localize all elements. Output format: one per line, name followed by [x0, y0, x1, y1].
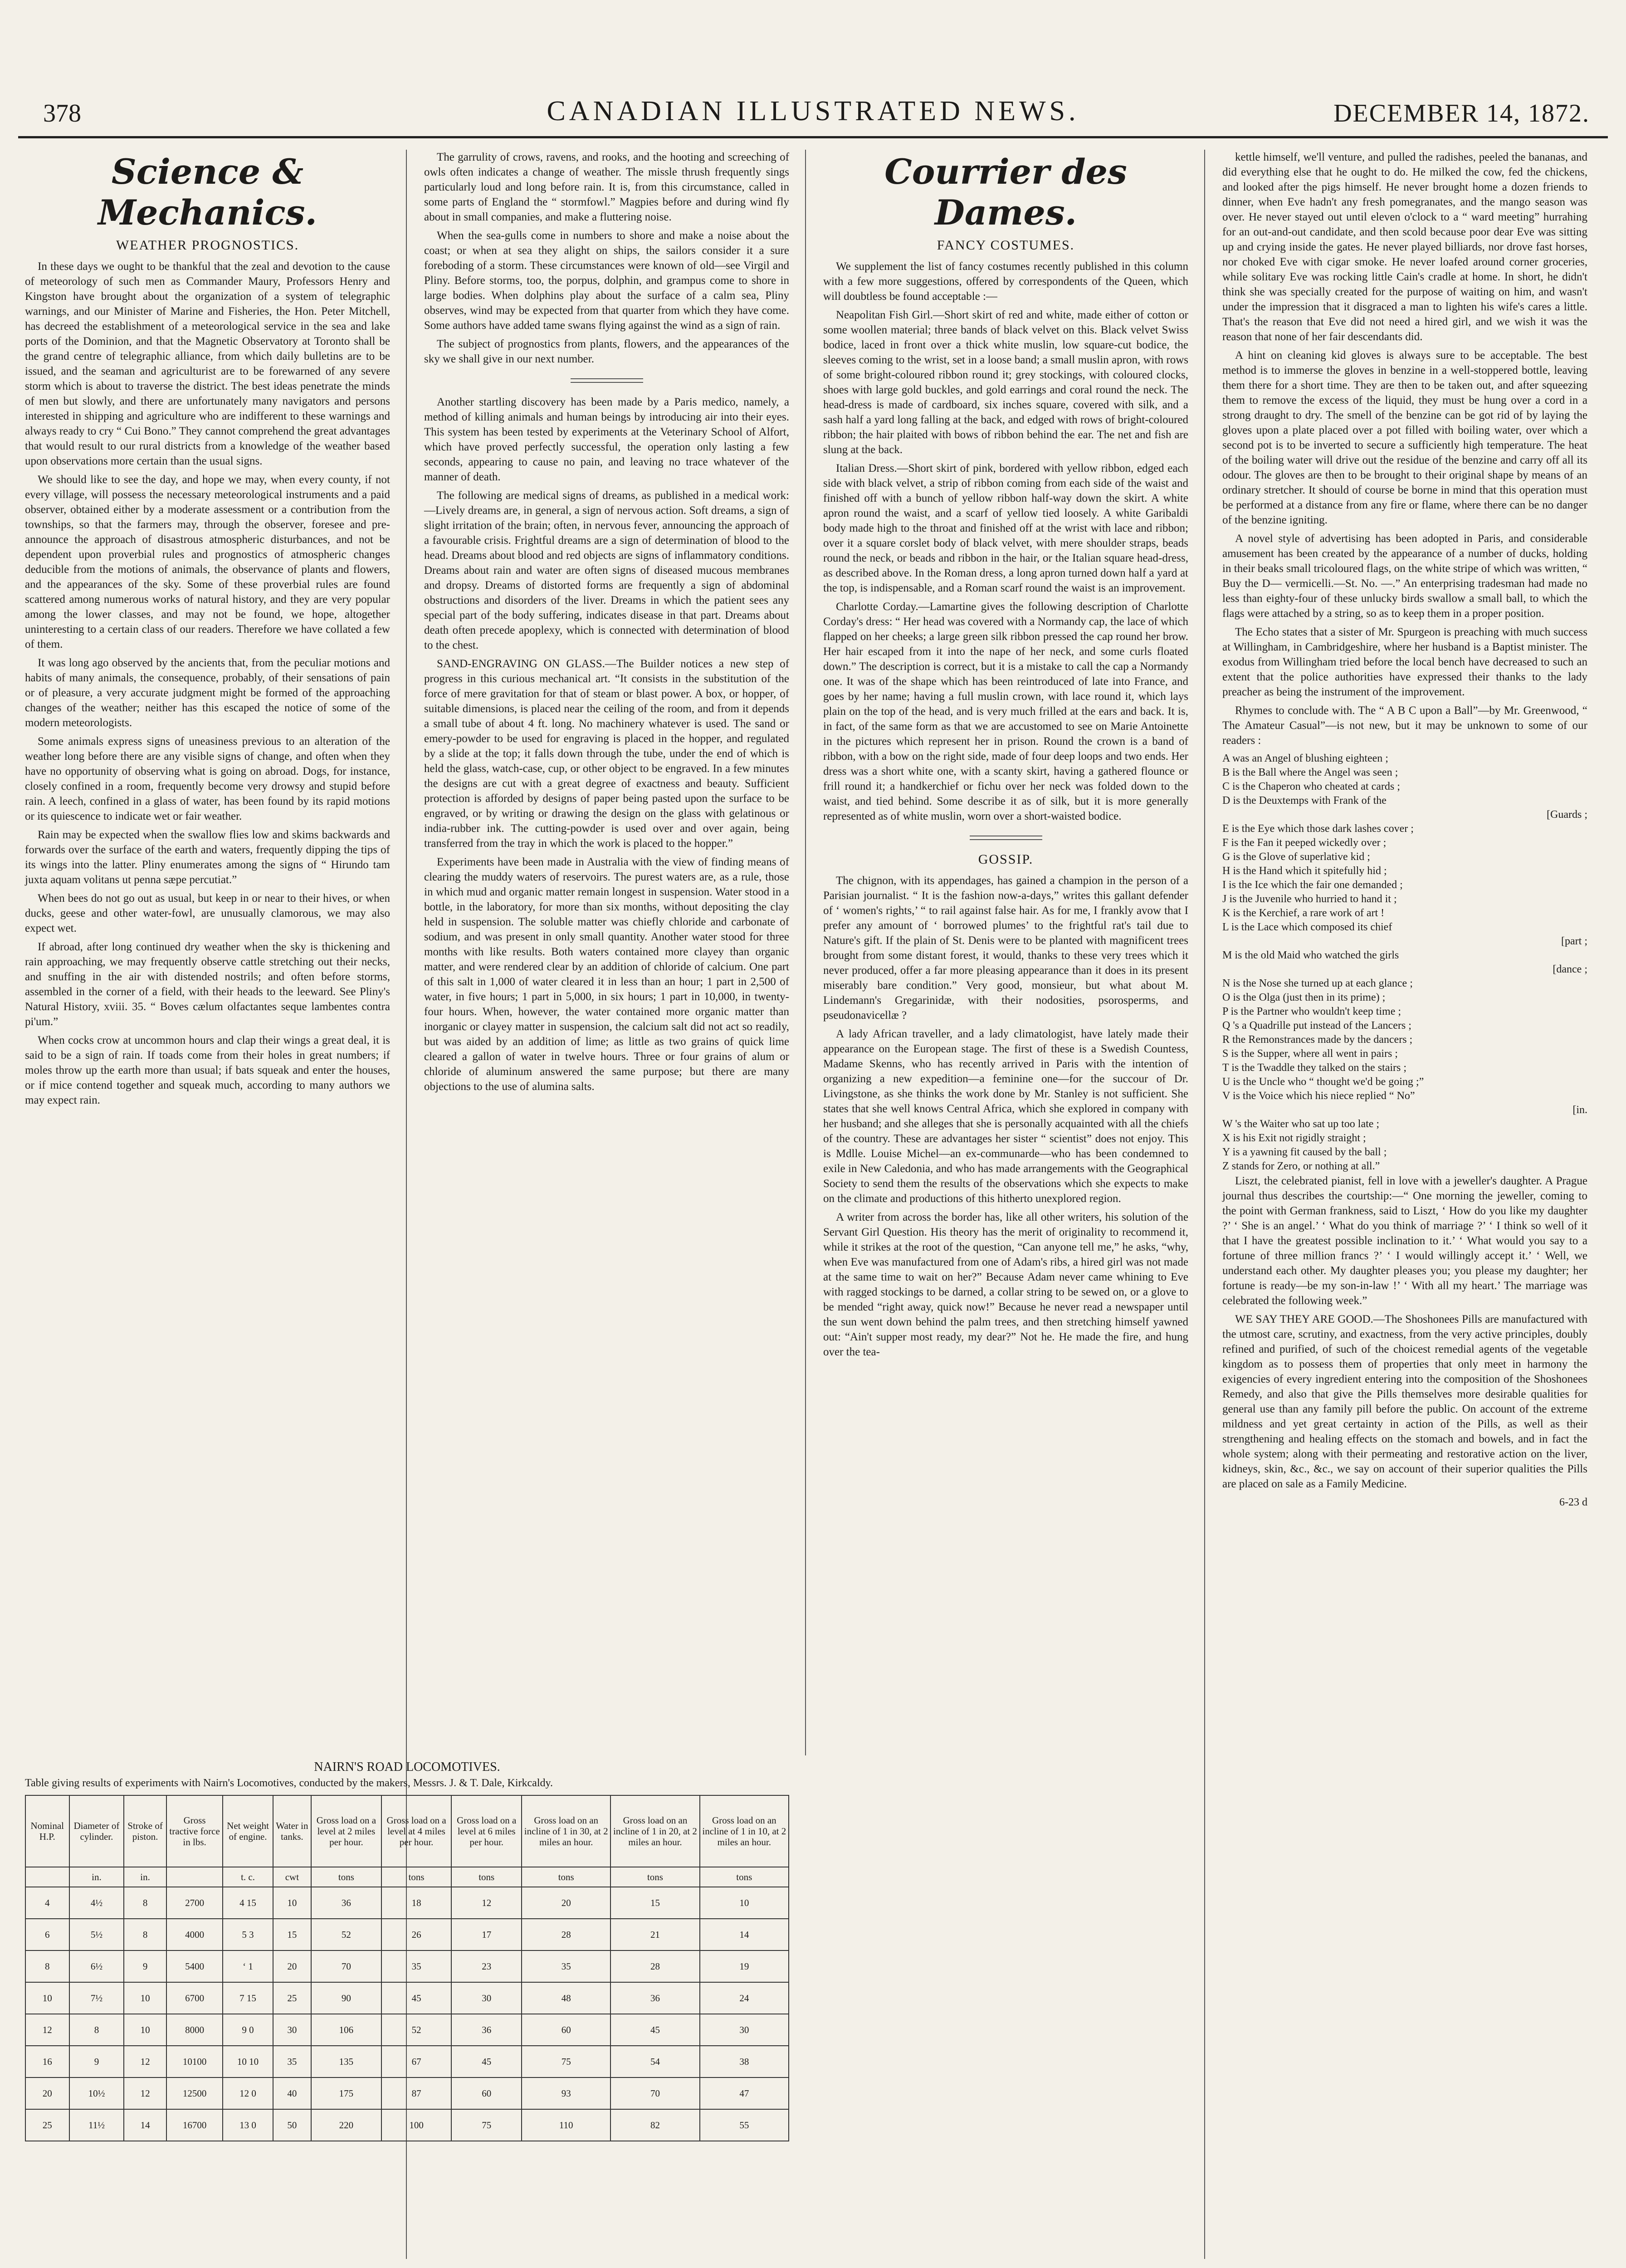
table-cell: 20: [25, 2077, 69, 2109]
paragraph: Experiments have been made in Australia with the view of finding means of clearing the muddy waters of reservoirs. The purest waters are, as a rule, those in which mud and organic matter remain longest in suspension. Water stood in a bottle, in the laboratory, for more than six months, without depositing the clay held in suspension. The soluble matter was chiefly chloride and carbonate of sodium, and was present in only small quantity. Another water stood for three months with like results. Both waters contained more clayey than organic matter, and were rendered clear by an addition of chloride of calcium. One part of this salt in 1,000 of water cleared it in less than an hour; 1 part in 2,500 of water, in five hours; 1 part in 5,000, in six hours; 1 part in 10,000, in twenty-four hours. When, however, the water contained more organic matter than inorganic or clayey matter in suspension, the calcium salt did not act so readily, but was aided by an addition of lime; as little as two grains of quick lime cleared a gallon of water in twelve hours. Three or four grains of alum or chloride of aluminum answered the same purpose; but there are many objections to the use of alumina salts.: [424, 856, 789, 1093]
rhyme-line: [dance ;: [1553, 963, 1587, 975]
rhyme-line: L is the Lace which composed its chief: [1222, 921, 1392, 933]
table-cell: 23: [451, 1950, 522, 1982]
column-header: Nominal H.P.: [25, 1795, 69, 1867]
table-cell: 48: [522, 1982, 610, 2014]
table-cell: 12 0: [223, 2077, 273, 2109]
table-cell: 10: [25, 1982, 69, 2014]
paragraph: The subject of prognostics from plants, flowers, and the appearances of the sky we shall give in our next number.: [424, 338, 789, 365]
page-header: [18, 82, 1608, 138]
table-cell: 75: [451, 2109, 522, 2141]
locomotive-table: [25, 1795, 789, 2141]
table-cell: 25: [25, 2109, 69, 2141]
table-cell: 30: [273, 2014, 311, 2046]
rhyme-line: M is the old Maid who watched the girls: [1222, 949, 1399, 961]
table-cell: 25: [273, 1982, 311, 2014]
rhyme-line: D is the Deuxtemps with Frank of the: [1222, 795, 1387, 807]
rhyme-line: Q 's a Quadrille put instead of the Lancers ;: [1222, 1020, 1411, 1031]
table-cell: 10: [273, 1887, 311, 1919]
rhyme-line: V is the Voice which his niece replied “ No”: [1222, 1090, 1415, 1102]
table-cell: 12: [124, 2077, 166, 2109]
rhyme-line: C is the Chaperon who cheated at cards ;: [1222, 781, 1400, 792]
unit-cell: tons: [311, 1867, 381, 1887]
paragraph: A writer from across the border has, like all other writers, his solution of the Servant Girl Question. His theory has the merit of originality to recommend it, while it strikes at the root of the question, “Can anyone tell me,” he asks, “why, when Eve was manufactured from one of Adam's ribs, a hired girl was not made at the same time to wait on her?” Because Adam never came whining to Eve with ragged stockings to be darned, a collar string to be sewed on, or a glove to be mended “right away, quick now!” Because he never read a newspaper until the sun went down behind the palm trees, and then stretching himself yawned out: “Ain't supper most ready, my dear?” Not he. He made the fire, and hung over the tea-: [823, 1211, 1188, 1358]
table-cell: 12: [451, 1887, 522, 1919]
unit-cell: [25, 1867, 69, 1887]
table-cell: 5400: [166, 1950, 223, 1982]
table-cell: 15: [273, 1919, 311, 1950]
issue-date: DECEMBER 14, 1872.: [1333, 99, 1590, 127]
rhyme-line: A was an Angel of blushing eighteen ;: [1222, 753, 1388, 764]
table-cell: 8: [124, 1887, 166, 1919]
rhyme-line: E is the Eye which those dark lashes cover ;: [1222, 823, 1414, 835]
table-cell: 54: [610, 2046, 699, 2077]
rhyme-line: Z stands for Zero, or nothing at all.”: [1222, 1160, 1380, 1172]
table-row: [25, 1982, 789, 2014]
rhyme-line: R the Remonstrances made by the dancers ;: [1222, 1034, 1413, 1046]
column-science: [25, 150, 390, 1111]
table-cell: 28: [522, 1919, 610, 1950]
table-cell: 40: [273, 2077, 311, 2109]
table-cell: 10 10: [223, 2046, 273, 2077]
table-cell: 36: [311, 1887, 381, 1919]
paragraph: A novel style of advertising has been adopted in Paris, and considerable amusement has been created by the appearance of a number of ducks, holding in their beaks small tricoloured flags, on the white stripe of which was written, “ Buy the D— vermicelli.—St. No. —.” An enterprising tradesman had made no less than eighty-four of these unlucky birds swallow a small ball, to which the flags were attached by a string, so as to keep them in a proper position.: [1222, 533, 1587, 620]
table-cell: 10100: [166, 2046, 223, 2077]
table-cell: 60: [451, 2077, 522, 2109]
table-cell: 5½: [69, 1919, 124, 1950]
rhyme-line: X is his Exit not rigidly straight ;: [1222, 1132, 1366, 1144]
table-cell: 45: [381, 1982, 452, 2014]
table-cell: 135: [311, 2046, 381, 2077]
department-heading: Courrier des Dames.: [884, 152, 1127, 233]
column-header: Gross load on an incline of 1 in 30, at 2 miles an hour.: [522, 1795, 610, 1867]
rhyme-line: N is the Nose she turned up at each glance ;: [1222, 978, 1413, 989]
table-cell: 45: [610, 2014, 699, 2046]
paragraph: When bees do not go out as usual, but keep in or near to their hives, or when ducks, geese and other water-fowl, are unusually clamorous, we may also expect wet.: [25, 892, 390, 934]
rhyme-line: B is the Ball where the Angel was seen ;: [1222, 767, 1398, 778]
table-cell: 11½: [69, 2109, 124, 2141]
unit-cell: cwt: [273, 1867, 311, 1887]
table-cell: 8: [69, 2014, 124, 2046]
table-cell: 50: [273, 2109, 311, 2141]
paragraph: Liszt, the celebrated pianist, fell in love with a jeweller's daughter. A Prague journal thus describes the courtship:—“ One morning the jeweller, coming to the point with German frankness, said to Liszt, ‘ How do you like my daughter ?’ ‘ She is an angel.’ ‘ What do you think of marriage ?’ ‘ I think so well of it that I have the greatest possible inclination to it.’ ‘ What would you say to a fortune of three million francs ?’ ‘ I would willingly accept it.’ ‘ Well, we understand each other. My daughter pleases you; you please my daughter; her fortune is ready—be my son-in-law !’ ‘ With all my heart.’ The marriage was celebrated the following week.”: [1222, 1175, 1587, 1307]
paragraph: Some animals express signs of uneasiness previous to an alteration of the weather long before there are any visible signs of change, and often when they have no opportunity of observing what is going on abroad. Dogs, for instance, closely confined in a room, frequently become very drowsy and stupid before rain. A leech, confined in a glass of water, has been found by its rapid motions or its quiescence to indicate wet or fair weather.: [25, 735, 390, 822]
paragraph: Neapolitan Fish Girl.—Short skirt of red and white, made either of cotton or some woollen material; three bands of black velvet on this. Black velvet Swiss bodice, laced in front over a thick white muslin, low square-cut bodice, the sleeves coming to the wrist, set in a loose band; a small muslin apron, with rows of some bright-coloured ribbon round it; grey stockings, with coloured clocks, shoes with large gold buckles, and gold earrings and coral round the neck. The head-dress is made of cardboard, six inches square, covered with silk, and a sash half a yard long falling at the back, and edged with rows of bright-coloured ribbon; the hair plaited with bows of ribbon behind the ear. The net and fish are slung at the back.: [823, 309, 1188, 456]
department-heading: Science & Mechanics.: [98, 152, 317, 233]
table-cell: 82: [610, 2109, 699, 2141]
paragraph: Charlotte Corday.—Lamartine gives the following description of Charlotte Corday's dress: “ Her head was covered with a Normandy cap, the lace of which flapped on her cheeks; a large green silk ribbon pressed the cap round her brow. Her hair escaped from it into the nape of her neck, and some curls floated down.” The description is correct, but it is a mistake to call the cap a Normandy one. It was of the shape which has been reintroduced of late into France, and goes by her name; having a full muslin crown, with lace round it, which lays plain on the top of the head, and is very much frilled at the ears and back. It is, in fact, of the same form as that we are accustomed to see on Marie Antoinette in the pictures which represent her in prison. Round the crown is a band of ribbon, with a bow on the right side, made of four deep loops and two ends. Her dress was a short white one, with a scanty skirt, having a gathered flounce or frill round it; a handkerchief or fichu over her neck was folded down to the waist, and tied behind. Some describe it as of silk, but it is more generally represented as of white muslin, worn over a short-waisted bodice.: [823, 601, 1188, 822]
paragraph: If abroad, after long continued dry weather when the sky is thickening and rain approaching, we may frequently observe cattle stretching out their necks, and snuffing in the air with distended nostrils; and often before storms, assembled in the corner of a field, with their heads to the leeward. See Pliny's Natural History, xviii. 35. “ Boves cælum olfactantes seque lambentes contra pi'um.”: [25, 941, 390, 1028]
paragraph: When the sea-gulls come in numbers to shore and make a noise about the coast; or when at sea they alight on ships, the sailors consider it a sure foreboding of a storm. These circumstances were known of old—see Virgil and Pliny. Before storms, too, the porpus, dolphin, and grampus come to shore in large bodies. When dolphins play about the surface of a calm sea, Pliny observes, wind may be expected from that quarter from which they have come. Some authors have added tame swans flying against the wind as a sign of rain.: [424, 230, 789, 332]
table-cell: 2700: [166, 1887, 223, 1919]
rhyme-line: [part ;: [1561, 935, 1587, 947]
unit-cell: [166, 1867, 223, 1887]
masthead: CANADIAN ILLUSTRATED NEWS.: [547, 96, 1079, 127]
paragraph: The Echo states that a sister of Mr. Spurgeon is preaching with much success at Willingham, in Cambridgeshire, where her husband is a Baptist minister. The exodus from Willingham tried before the local bench have decreased to such an extent that the police authorities have expressed their thanks to the lady preacher as being the instrument of the improvement.: [1222, 626, 1587, 698]
table-cell: 20: [273, 1950, 311, 1982]
paragraph: The chignon, with its appendages, has gained a champion in the person of a Parisian journalist. “ It is the fashion now-a-days,” writes this gallant defender of ‘ women's rights,’ “ to rail against false hair. As for me, I frankly avow that I prefer any amount of ‘ borrowed plumes’ to the frightful rat's tail due to Nature's gift. If the plain of St. Denis were to be planted with magnificent trees brought from some distant forest, it would, thanks to these very trees which it never produced, offer a far more pleasing appearance than it does in its present miserably bare condition.” Very good, monsieur, but what about M. Lindemann's Gregarinidæ, with their nodosities, psorosperms, and pseudonavicellæ ?: [823, 875, 1188, 1022]
paragraph: kettle himself, we'll venture, and pulled the radishes, peeled the bananas, and did everything else that he ought to do. He milked the cow, fed the chickens, and looked after the pigs himself. He never brought home a dozen friends to dinner, when Eve hadn't any fresh pomegranates, and the mango season was over. He never stayed out until eleven o'clock to a “ ward meeting” hurrahing for an out-and-out candidate, and then scold because poor dear Eve was sitting up and crying inside the gates. He never played billiards, nor drove fast horses, nor choked Eve with cigar smoke. He never loafed around corner groceries, while solitary Eve was rocking little Cain's cradle at home. In short, he didn't think she was specially created for the purpose of waiting on him, and wasn't under the impression that it disgraced a man to lighten his wife's cares a little. That's the reason that Eve did not need a hired girl, and we wish it was the reason that none of her fair descendants did.: [1222, 151, 1587, 343]
rhyme-line: G is the Glove of superlative kid ;: [1222, 851, 1370, 863]
column-header: Water in tanks.: [273, 1795, 311, 1867]
table-cell: 70: [311, 1950, 381, 1982]
table-cell: 14: [700, 1919, 789, 1950]
table-cell: 45: [451, 2046, 522, 2077]
table-row: [25, 1887, 789, 1919]
column-header: Diameter of cylinder.: [69, 1795, 124, 1867]
table-cell: 12500: [166, 2077, 223, 2109]
paragraph: In these days we ought to be thankful that the zeal and devotion to the cause of meteorology of such men as Commander Maury, Professors Henry and Kingston have brought about the organization of a system of telegraphic warnings, and our Minister of Marine and Fisheries, the Hon. Peter Mitchell, has decreed the establishment of a meteorological service in the sea and lake ports of the Dominion, and that the Magnetic Observatory at Toronto shall be the grand centre of telegraphic alliance, from which daily bulletins are to be issued, and the seaman and agriculturist are to be forewarned of any severe storm which is about to traverse the district. The best ideas penetrate the minds of men but slowly, and there are unfortunately many navigators and persons interested in shipping and agriculture who are indifferent to these warnings and always ready to cry “ Cui Bono.” They cannot comprehend the great advantages that would result to our rural districts from a knowledge of the weather based upon observations more certain than the usual signs.: [25, 260, 390, 467]
column-header: Stroke of piston.: [124, 1795, 166, 1867]
table-cell: 38: [700, 2046, 789, 2077]
table-header-row: [25, 1795, 789, 1867]
paragraph: We supplement the list of fancy costumes recently published in this column with a few more suggestions, offered by correspondents of the Queen, which will doubtless be found acceptable :—: [823, 260, 1188, 303]
table-cell: 12: [25, 2014, 69, 2046]
rhyme-line: Y is a yawning fit caused by the ball ;: [1222, 1146, 1387, 1158]
table-title: NAIRN'S ROAD LOCOMOTIVES.: [314, 1760, 500, 1774]
paragraph: WE SAY THEY ARE GOOD.—The Shoshonees Pills are manufactured with the utmost care, scrutiny, and exactness, from the very active principles, doubly refined and purified, of such of the choicest remedial agents of the vegetable kingdom as to possess them of properties that only meet in harmony the exigencies of every ingredient entering into the composition of the Shoshonees Remedy, and also that give the Pills themselves more desirable qualities for general use than any family pill before the public. On account of the extreme mildness and yet great certainty in action of the Pills, as well as their strengthening and healing effects on the stomach and bowels, and in fact the whole system; along with their permeating and restorative action on the liver, kidneys, skin, &c., &c., we say on account of their superior qualities the Pills are placed on sale as a Family Medicine.: [1222, 1313, 1587, 1490]
table-cell: 35: [273, 2046, 311, 2077]
table-cell: 175: [311, 2077, 381, 2109]
table-cell: 7½: [69, 1982, 124, 2014]
column-courrier: [823, 150, 1188, 1363]
table-cell: 9: [69, 2046, 124, 2077]
paragraph: We should like to see the day, and hope we may, when every county, if not every village, will possess the necessary meteorological instruments and a paid observer, obtained either by a moderate assessment or a contribution from the townships, so that the farmers may, through the observer, foresee and pre-announce the approach of disastrous atmospheric disturbances, and not be dependent upon proverbial rules and prognostics of atmospheric changes deducible from the motions of animals, the observance of plants and flowers, and the appearances of the sky. Some of these proverbial rules are found scattered among numerous works of natural history, and they are very popular among the lower classes, and may not be found, we hope, altogether uninteresting to a certain class of our readers. Therefore we have collated a few of them.: [25, 474, 390, 650]
table-cell: 100: [381, 2109, 452, 2141]
column-header: Gross load on a level at 6 miles per hour.: [451, 1795, 522, 1867]
table-cell: 47: [700, 2077, 789, 2109]
paragraph: A hint on cleaning kid gloves is always sure to be acceptable. The best method is to immerse the gloves in benzine in a well-stoppered bottle, leaving them there for a short time. They are then to be taken out, and after squeezing them to remove the excess of the liquid, they must be hung over a cord in a strong draught to dry. The smell of the benzine can be got rid of by laying the gloves upon a plate placed over a pot filled with boiling water, over which a second pot is to be inverted to secure a sufficiently high temperature. The heat of the boiling water will drive out the residue of the benzine and carry off all its odour. The gloves are then to be brought to their original shape by means of an ordinary stretcher. It should of course be borne in mind that this operation must be performed at a distance from any fire or flame, where there can be no danger of the benzine igniting.: [1222, 349, 1587, 526]
table-cell: 18: [381, 1887, 452, 1919]
table-cell: 87: [381, 2077, 452, 2109]
table-cell: 6: [25, 1919, 69, 1950]
table-row: [25, 1919, 789, 1950]
table-cell: 10½: [69, 2077, 124, 2109]
locomotive-table-section: [25, 1760, 789, 2141]
table-row: [25, 1950, 789, 1982]
paragraph: When cocks crow at uncommon hours and clap their wings a great deal, it is said to be a sign of rain. If toads come from their holes in great numbers; if moles throw up the earth more than usual; if bats squeak and enter the houses, or if mice contend together and squeak much, according to many authors we may expect rain.: [25, 1034, 390, 1106]
column-science-continued: [424, 150, 789, 1098]
table-cell: 8000: [166, 2014, 223, 2046]
table-caption: Table giving results of experiments with Nairn's Locomotives, conducted by the makers, Messrs. J. & T. Dale, Kirkcaldy.: [25, 1777, 553, 1789]
table-body: [25, 1867, 789, 2141]
table-cell: 12: [124, 2046, 166, 2077]
table-cell: 8: [124, 1919, 166, 1950]
table-cell: 28: [610, 1950, 699, 1982]
table-cell: 220: [311, 2109, 381, 2141]
rhyme-line: P is the Partner who wouldn't keep time ;: [1222, 1006, 1401, 1017]
table-cell: 10: [700, 1887, 789, 1919]
paragraph: Rain may be expected when the swallow flies low and skims backwards and forwards over the surface of the earth and waters, frequently dipping the tips of its wings into the latter. Pliny enumerates among the signs of “ Hirundo tam juxta aquam volitans ut penna sæpe percutiat.”: [25, 829, 390, 886]
rhyme-line: F is the Fan it peeped wickedly over ;: [1222, 837, 1387, 849]
advert-code: 6-23 d: [1559, 1496, 1587, 1508]
table-cell: 20: [522, 1887, 610, 1919]
table-cell: 52: [381, 2014, 452, 2046]
table-cell: 14: [124, 2109, 166, 2141]
table-cell: 9: [124, 1950, 166, 1982]
unit-cell: in.: [69, 1867, 124, 1887]
table-cell: 106: [311, 2014, 381, 2046]
gossip-title: GOSSIP.: [978, 852, 1034, 867]
table-row: [25, 2046, 789, 2077]
unit-cell: t. c.: [223, 1867, 273, 1887]
table-cell: 8: [25, 1950, 69, 1982]
column-rule: [805, 150, 806, 1755]
unit-cell: tons: [610, 1867, 699, 1887]
column-header: Net weight of engine.: [223, 1795, 273, 1867]
table-cell: 16: [25, 2046, 69, 2077]
rhyme-list: [1222, 752, 1587, 1173]
paragraph: Rhymes to conclude with. The “ A B C upon a Ball”—by Mr. Greenwood, “ The Amateur Casual”—is not new, but it may be unknown to some of our readers :: [1222, 704, 1587, 747]
rhyme-line: S is the Supper, where all went in pairs ;: [1222, 1048, 1398, 1060]
table-cell: 30: [451, 1982, 522, 2014]
table-cell: 17: [451, 1919, 522, 1950]
table-cell: 4000: [166, 1919, 223, 1950]
unit-cell: tons: [700, 1867, 789, 1887]
section-divider: [970, 836, 1042, 840]
table-cell: 52: [311, 1919, 381, 1950]
table-cell: 10: [124, 1982, 166, 2014]
table-cell: 90: [311, 1982, 381, 2014]
table-cell: 6½: [69, 1950, 124, 1982]
rhyme-line: J is the Juvenile who hurried to hand it ;: [1222, 893, 1397, 905]
table-cell: 5 3: [223, 1919, 273, 1950]
rhyme-line: H is the Hand which it spitefully hid ;: [1222, 865, 1387, 877]
units-row: [25, 1867, 789, 1887]
rhyme-line: [in.: [1572, 1104, 1587, 1116]
table-cell: 93: [522, 2077, 610, 2109]
table-cell: 4: [25, 1887, 69, 1919]
column-header: Gross tractive force in lbs.: [166, 1795, 223, 1867]
table-cell: 35: [522, 1950, 610, 1982]
table-cell: 9 0: [223, 2014, 273, 2046]
unit-cell: tons: [451, 1867, 522, 1887]
column-header: Gross load on an incline of 1 in 20, at 2 miles an hour.: [610, 1795, 699, 1867]
table-cell: 16700: [166, 2109, 223, 2141]
paragraph: The garrulity of crows, ravens, and rooks, and the hooting and screeching of owls often indicates a change of weather. The missle thrush frequently sings particularly loud and long before rain. It is, from this circumstance, called in some parts of England the “ stormfowl.” Magpies before and during wind fly about in small companies, and make a fluttering noise.: [424, 151, 789, 223]
table-cell: 75: [522, 2046, 610, 2077]
table-cell: 24: [700, 1982, 789, 2014]
table-cell: 30: [700, 2014, 789, 2046]
table-cell: 26: [381, 1919, 452, 1950]
paragraph: Italian Dress.—Short skirt of pink, bordered with yellow ribbon, edged each side with black velvet, a strip of ribbon coming from each side of the waist and finished off with a bunch of yellow ribbon half-way down the skirt. A white apron round the waist, and a scarf of yellow tied loosely. A white Garibaldi body made high to the throat and finished off at the wrist with lace and ribbon; over it a square corslet body of black velvet, with mere shoulder straps, beads round the neck, or beads and ribbon in the hair, or the Italian square head-dress, as described above. In the Roman dress, a long apron turned down half a yard at the top, is indispensable, and a Roman scarf round the waist is an improvement.: [823, 462, 1188, 594]
table-cell: 36: [610, 1982, 699, 2014]
paragraph: Another startling discovery has been made by a Paris medico, namely, a method of killing animals and human beings by introducing air into their eyes. This system has been tested by experiments at the Veterinary School of Alfort, which have proved perfectly successful, the operation only lasting a few seconds, appearing to cause no pain, and leaving no trace whatever of the manner of death.: [424, 396, 789, 483]
table-cell: 7 15: [223, 1982, 273, 2014]
column-rule: [1204, 150, 1205, 2259]
table-cell: 15: [610, 1887, 699, 1919]
table-row: [25, 2014, 789, 2046]
table-cell: 55: [700, 2109, 789, 2141]
column-header: Gross load on a level at 4 miles per hour.: [381, 1795, 452, 1867]
rhyme-line: W 's the Waiter who sat up too late ;: [1222, 1118, 1380, 1130]
table-cell: 6700: [166, 1982, 223, 2014]
section-divider: [571, 378, 643, 383]
table-cell: 21: [610, 1919, 699, 1950]
rhyme-line: O is the Olga (just then in its prime) ;: [1222, 992, 1386, 1003]
table-cell: 19: [700, 1950, 789, 1982]
paragraph: The following are medical signs of dreams, as published in a medical work:—Lively dreams are, in general, a sign of nervous action. Soft dreams, a sign of slight irritation of the brain; often, in nervous fever, announcing the approach of a favourable crisis. Frightful dreams are a sign of determination of blood to the head. Dreams about blood and red objects are signs of inflammatory conditions. Dreams about rain and water are often signs of diseased mucous membranes and dropsy. Dreams of distorted forms are frequently a sign of abdominal obstructions and disorders of the liver. Dreams in which the patient sees any special part of the body suffering, indicates disease in that part. Dreams about death often precede apoplexy, which is connected with determination of blood to the chest.: [424, 489, 789, 651]
rhyme-line: K is the Kerchief, a rare work of art !: [1222, 907, 1385, 919]
unit-cell: tons: [522, 1867, 610, 1887]
paragraph: SAND-ENGRAVING ON GLASS.—The Builder notices a new step of progress in this curious mechanical art. “It consists in the substitution of the force of mere gravitation for that of steam or blast power. A box, or hopper, of suitable dimensions, is placed near the ceiling of the room, and from it depends a small tube of about 4 ft. long. No machinery whatever is used. The sand or emery-powder to be used for engraving is placed in the hopper, and regulated by a slide at the top; it falls down through the tube, under the end of which is held the glass, watch-case, cup, or other object to be engraved. In a few minutes the designs are cut with a great degree of exactness and beauty. Sufficient protection is afforded by designs of paper being pasted upon the surface to be engraved, or by writing or drawing the design on the glass with gelatinous or india-rubber ink. The cutting-powder is used over and over again, being transferred from the tray in which the work is placed to the hopper.”: [424, 658, 789, 850]
table-row: [25, 2109, 789, 2141]
table-row: [25, 2077, 789, 2109]
table-cell: 4½: [69, 1887, 124, 1919]
table-cell: 70: [610, 2077, 699, 2109]
page-number: 378: [43, 99, 81, 127]
table-cell: 60: [522, 2014, 610, 2046]
article-title: WEATHER PROGNOSTICS.: [116, 238, 299, 253]
rhyme-line: T is the Twaddle they talked on the stairs ;: [1222, 1062, 1407, 1074]
article-title: FANCY COSTUMES.: [937, 238, 1075, 253]
paragraph: It was long ago observed by the ancients that, from the peculiar motions and habits of many animals, the consequence, probably, of their sensations of pain or of pleasure, a very accurate judgment might be formed of the approaching changes of the weather; neither has this escaped the notice of some of the modern meteorologists.: [25, 657, 390, 729]
rhyme-line: U is the Uncle who “ thought we'd be going ;”: [1222, 1076, 1424, 1088]
table-cell: 4 15: [223, 1887, 273, 1919]
table-cell: 110: [522, 2109, 610, 2141]
unit-cell: tons: [381, 1867, 452, 1887]
table-cell: 67: [381, 2046, 452, 2077]
table-cell: 10: [124, 2014, 166, 2046]
paragraph: A lady African traveller, and a lady climatologist, have lately made their appearance on the European stage. The first of these is a Swedish Countess, Madame Skenns, who has recently arrived in Paris with the intention of organizing a new expedition—a feminine one—for the succour of Dr. Livingstone, as she thinks the work done by Mr. Stanley is not sufficient. She states that she well knows Central Africa, which she explored in company with her husband; and she alleges that she is personally acquainted with all the chiefs of the country. These are advantages her sister “ scientist” does not enjoy. This is Mdlle. Louise Michel—an ex-communarde—who has been condemned to exile in New Caledonia, and who has made arrangements with the Geographical Society to send them the results of the observations which she expects to make on the climate and productions of this hitherto unexplored region.: [823, 1028, 1188, 1205]
rhyme-line: [Guards ;: [1547, 809, 1587, 821]
column-header: Gross load on a level at 2 miles per hour.: [311, 1795, 381, 1867]
table-cell: 13 0: [223, 2109, 273, 2141]
table-cell: 36: [451, 2014, 522, 2046]
table-cell: ‘ 1: [223, 1950, 273, 1982]
column-miscellany: [1222, 150, 1587, 1510]
column-header: Gross load on an incline of 1 in 10, at 2 miles an hour.: [700, 1795, 789, 1867]
rhyme-line: I is the Ice which the fair one demanded ;: [1222, 879, 1403, 891]
table-cell: 35: [381, 1950, 452, 1982]
unit-cell: in.: [124, 1867, 166, 1887]
